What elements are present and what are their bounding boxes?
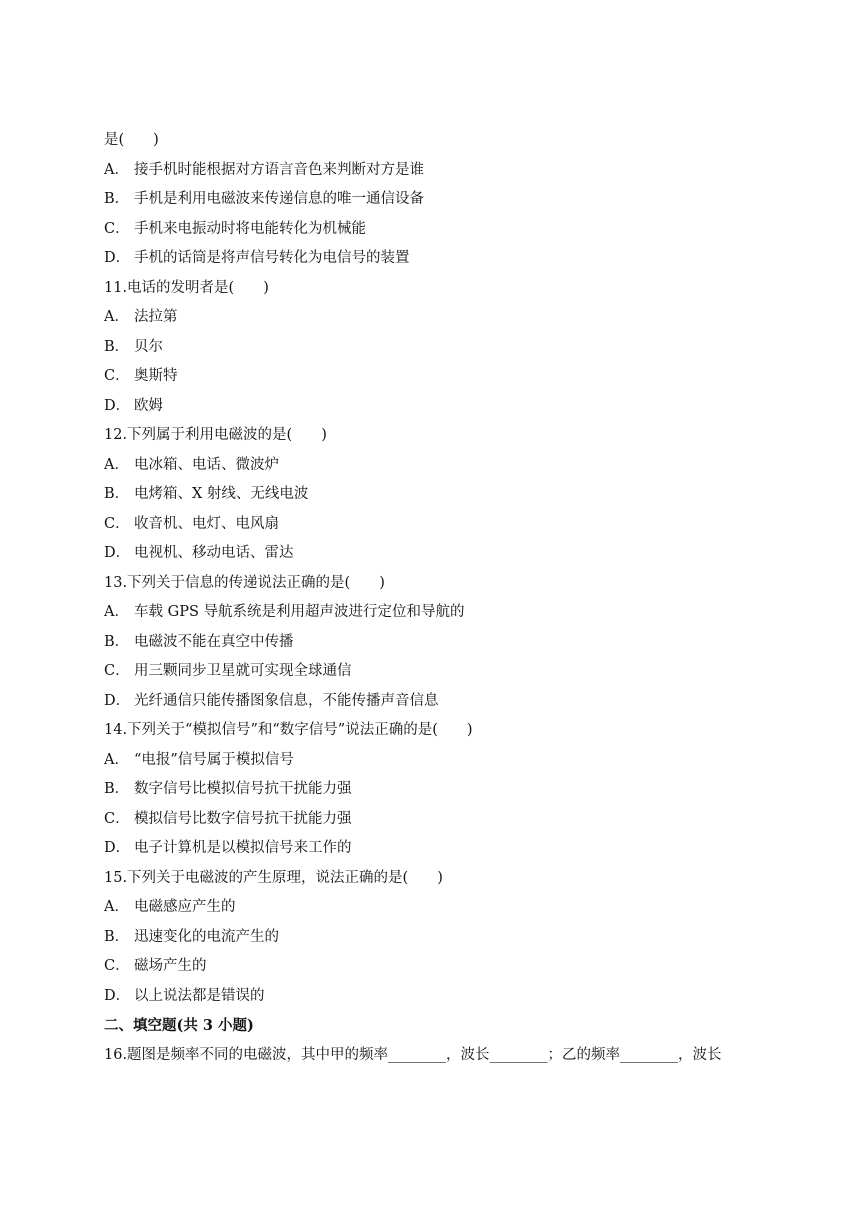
option-text: 收音机、电灯、电风扇 [134, 515, 279, 532]
option-text: 手机是利用电磁波来传递信息的唯一通信设备 [134, 191, 424, 207]
option-letter: B． [104, 633, 130, 650]
q14-option-d [104, 834, 784, 864]
option-text: 手机的话筒是将声信号转化为电信号的装置 [134, 250, 410, 266]
q12-option-a [104, 451, 784, 481]
option-text: 贝尔 [134, 338, 163, 355]
q10-option-b [104, 185, 784, 215]
option-letter: A． [104, 456, 129, 473]
option-letter: C． [104, 220, 130, 237]
q11-option-b [104, 333, 784, 363]
q12-option-b [104, 480, 784, 510]
option-letter: D． [104, 840, 131, 856]
option-text: “电报”信号属于模拟信号 [134, 751, 294, 768]
question-content [104, 126, 784, 1070]
q10-option-d [104, 244, 784, 274]
option-text: 手机来电振动时将电能转化为机械能 [134, 220, 366, 237]
option-letter: B． [104, 486, 130, 502]
option-text: 光纤通信只能传播图象信息，不能传播声音信息 [134, 692, 439, 709]
option-letter: C． [104, 958, 130, 974]
option-letter: C． [104, 515, 130, 532]
option-text: 数字信号比模拟信号抗干扰能力强 [134, 781, 352, 797]
option-letter: D． [104, 250, 131, 266]
q10-continuation: 是( ) [104, 132, 159, 148]
q15-option-a [104, 893, 784, 923]
option-text: 用三颗同步卫星就可实现全球通信 [134, 663, 352, 679]
option-text: 欧姆 [134, 397, 163, 414]
option-letter: D． [104, 987, 131, 1004]
option-letter: B． [104, 781, 130, 797]
q13-option-d [104, 687, 784, 717]
q13-option-c [104, 657, 784, 687]
q11-option-a [104, 303, 784, 333]
option-text: 电烤箱、X 射线、无线电波 [134, 486, 309, 502]
q13-stem: 13.下列关于信息的传递说法正确的是( ) [104, 574, 385, 591]
option-text: 车载 GPS 导航系统是利用超声波进行定位和导航的 [134, 604, 465, 620]
q16-stem: 16.题图是频率不同的电磁波，其中甲的频率________，波长________；乙的频率________，波长 [104, 1046, 722, 1063]
q15-option-c [104, 952, 784, 982]
option-letter: A． [104, 751, 129, 768]
q11-option-c [104, 362, 784, 392]
q15-option-d [104, 982, 784, 1012]
option-letter: A． [104, 604, 129, 620]
option-letter: D． [104, 397, 131, 414]
option-letter: C． [104, 368, 130, 384]
q15-option-b [104, 923, 784, 953]
option-text: 电冰箱、电话、微波炉 [134, 456, 279, 473]
option-letter: D． [104, 692, 131, 709]
option-letter: A． [104, 899, 129, 915]
option-letter: C． [104, 810, 130, 827]
q14-option-a [104, 746, 784, 776]
q12-option-d [104, 539, 784, 569]
q14-stem: 14.下列关于“模拟信号”和“数字信号”说法正确的是( ) [104, 722, 473, 738]
option-text: 奥斯特 [134, 368, 178, 384]
option-text: 以上说法都是错误的 [134, 987, 265, 1004]
option-letter: A． [104, 161, 129, 178]
option-letter: B． [104, 928, 130, 945]
q13-option-a [104, 598, 784, 628]
q14-option-c [104, 805, 784, 835]
option-text: 电视机、移动电话、雷达 [134, 545, 294, 561]
option-text: 电磁波不能在真空中传播 [134, 633, 294, 650]
option-text: 磁场产生的 [134, 958, 207, 974]
option-letter: B． [104, 338, 130, 355]
option-letter: B． [104, 191, 130, 207]
q12-stem: 12.下列属于利用电磁波的是( ) [104, 427, 327, 443]
section-heading: 二、填空题(共 3 小题) [104, 1017, 254, 1034]
option-text: 法拉第 [134, 309, 178, 325]
q10-option-c [104, 215, 784, 245]
option-letter: A． [104, 309, 129, 325]
option-letter: C． [104, 663, 130, 679]
option-text: 电子计算机是以模拟信号来工作的 [134, 840, 352, 856]
q15-stem: 15.下列关于电磁波的产生原理，说法正确的是( ) [104, 869, 443, 886]
option-text: 电磁感应产生的 [134, 899, 236, 915]
option-text: 接手机时能根据对方语言音色来判断对方是谁 [134, 161, 424, 178]
q11-option-d [104, 392, 784, 422]
q12-option-c [104, 510, 784, 540]
option-text: 模拟信号比数字信号抗干扰能力强 [134, 810, 352, 827]
q14-option-b [104, 775, 784, 805]
q10-option-a [104, 156, 784, 186]
option-letter: D． [104, 545, 131, 561]
q11-stem: 11.电话的发明者是( ) [104, 279, 269, 296]
option-text: 迅速变化的电流产生的 [134, 928, 279, 945]
q13-option-b [104, 628, 784, 658]
